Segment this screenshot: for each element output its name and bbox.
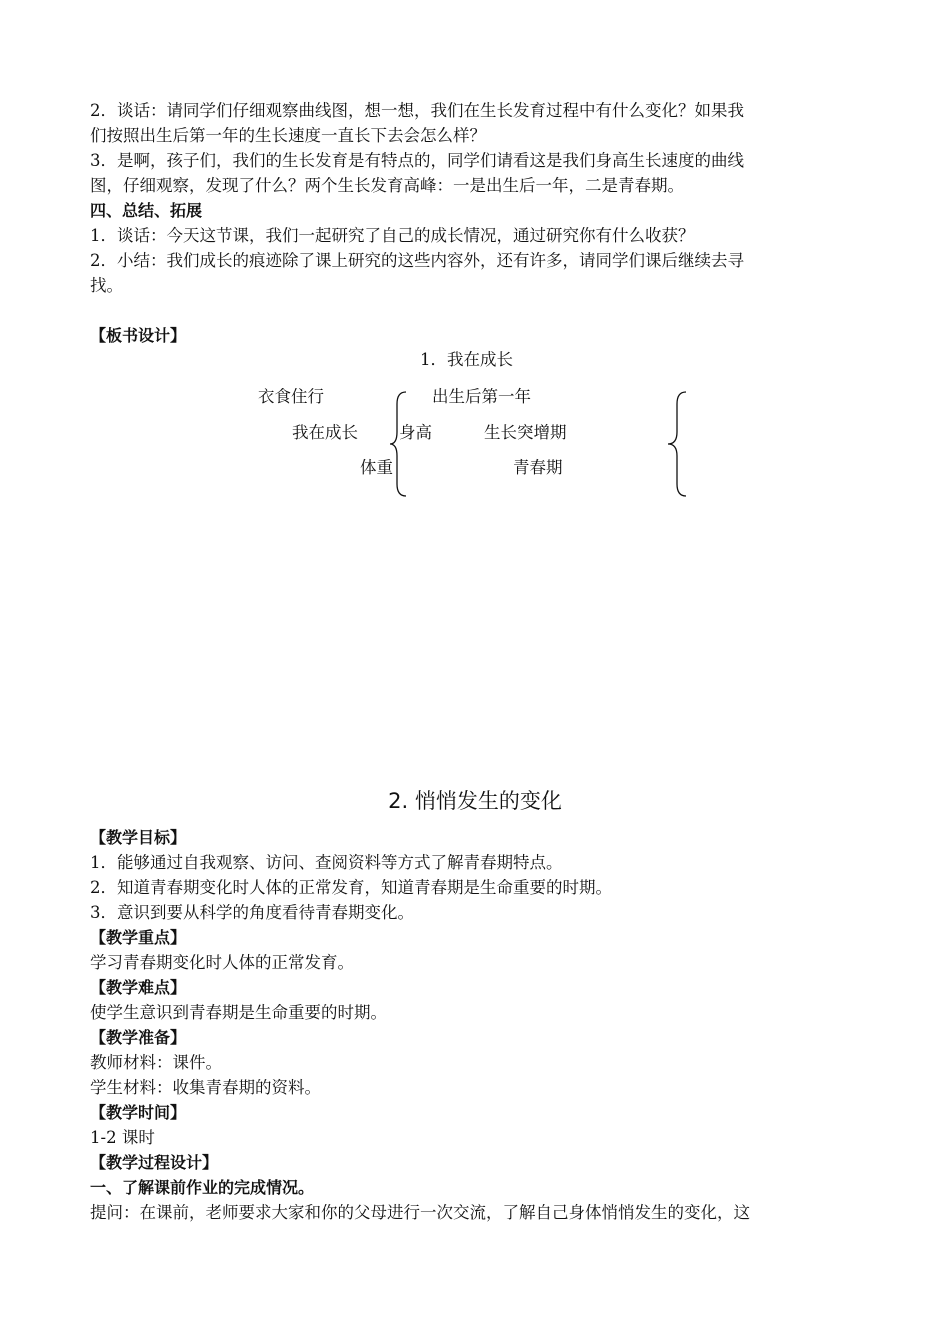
key-point-heading: 【教学重点】 (90, 928, 187, 947)
process-text: 提问：在课前，老师要求大家和你的父母进行一次交流，了解自己身体悄悄发生的变化，这 (90, 1203, 750, 1222)
board-item-first-year: 出生后第一年 (432, 387, 531, 406)
difficulty-text: 使学生意识到青春期是生命重要的时期。 (90, 1003, 387, 1022)
time-heading: 【教学时间】 (90, 1103, 187, 1122)
paragraph-line: 3．是啊，孩子们，我们的生长发育是有特点的，同学们请看这是我们身高生长速度的曲线 (90, 151, 744, 170)
left-brace-icon (390, 390, 410, 498)
board-main-label: 我在成长 (292, 423, 358, 442)
board-item-growth-spurt: 生长突增期 (484, 423, 567, 442)
board-item-puberty: 青春期 (513, 458, 563, 477)
board-title: 1．我在成长 (420, 350, 513, 369)
process-heading: 【教学过程设计】 (90, 1153, 219, 1172)
board-heading: 【板书设计】 (90, 326, 187, 345)
paragraph-line: 图，仔细观察，发现了什么？两个生长发育高峰：一是出生后一年，二是青春期。 (90, 176, 684, 195)
goal-item: 1．能够通过自我观察、访问、查阅资料等方式了解青春期特点。 (90, 853, 563, 872)
process-step-heading: 一、了解课前作业的完成情况。 (90, 1178, 315, 1197)
paragraph-line: 1．谈话：今天这节课，我们一起研究了自己的成长情况，通过研究你有什么收获？ (90, 226, 695, 245)
paragraph-line: 2．谈话：请同学们仔细观察曲线图，想一想，我们在生长发育过程中有什么变化？如果我 (90, 101, 744, 120)
board-item-clothing: 衣食住行 (258, 387, 324, 406)
lesson-title: 2. 悄悄发生的变化 (388, 789, 562, 813)
difficulty-heading: 【教学难点】 (90, 978, 187, 997)
key-point-text: 学习青春期变化时人体的正常发育。 (90, 953, 354, 972)
preparation-student: 学生材料：收集青春期的资料。 (90, 1078, 321, 1097)
paragraph-line: 找。 (90, 276, 123, 295)
board-item-height: 身高 (399, 423, 432, 442)
board-item-weight: 体重 (360, 458, 393, 477)
section-heading: 四、总结、拓展 (90, 201, 203, 220)
goal-item: 2．知道青春期变化时人体的正常发育，知道青春期是生命重要的时期。 (90, 878, 612, 897)
goals-heading: 【教学目标】 (90, 828, 187, 847)
goal-item: 3．意识到要从科学的角度看待青春期变化。 (90, 903, 414, 922)
time-text: 1-2 课时 (90, 1128, 155, 1147)
preparation-teacher: 教师材料：课件。 (90, 1053, 222, 1072)
paragraph-line: 2．小结：我们成长的痕迹除了课上研究的这些内容外，还有许多，请同学们课后继续去寻 (90, 251, 744, 270)
paragraph-line: 们按照出生后第一年的生长速度一直长下去会怎么样？ (90, 126, 486, 145)
preparation-heading: 【教学准备】 (90, 1028, 187, 1047)
right-brace-icon (666, 390, 690, 498)
